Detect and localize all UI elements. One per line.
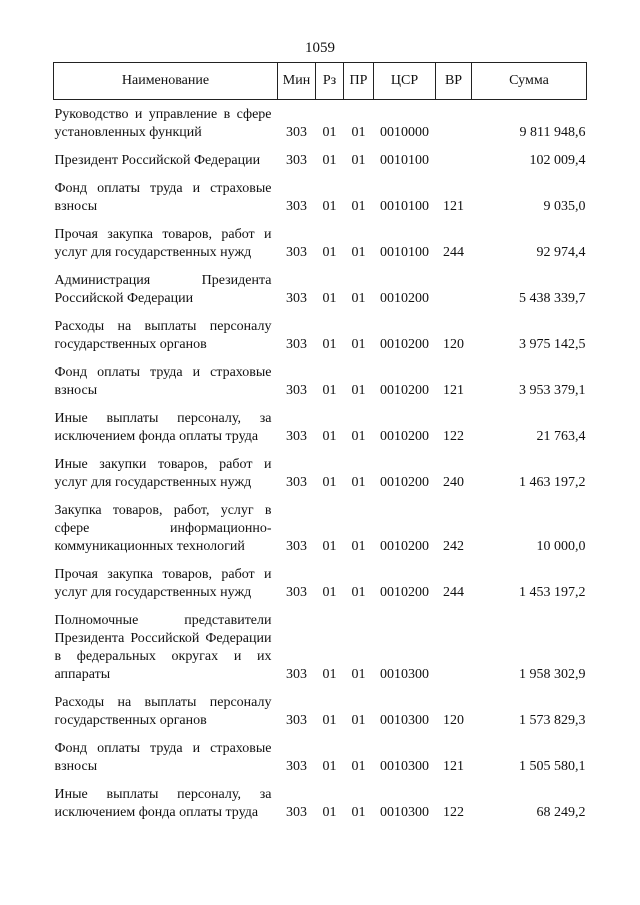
cell-min: 303 xyxy=(286,475,307,490)
cell-csr: 0010100 xyxy=(380,153,429,168)
cell-sum: 9 035,0 xyxy=(543,199,586,214)
cell-name: Фонд оплаты труда и страховые взносы xyxy=(54,741,272,774)
cell-pr: 01 xyxy=(351,805,366,820)
cell-rz: 01 xyxy=(322,805,337,820)
table-row xyxy=(54,174,587,220)
cell-pr: 01 xyxy=(351,759,366,774)
cell-sum: 3 975 142,5 xyxy=(519,337,586,352)
cell-vr: 121 xyxy=(443,199,464,214)
cell-name: Руководство и управление в сфере установленных функций xyxy=(54,107,272,140)
cell-rz: 01 xyxy=(322,539,337,554)
table-row xyxy=(54,606,587,688)
cell-sum: 10 000,0 xyxy=(536,539,586,554)
cell-name: Закупка товаров, работ, услуг в сфере информационно-коммуникационных технологий xyxy=(54,503,272,554)
cell-rz: 01 xyxy=(322,337,337,352)
cell-name: Расходы на выплаты персоналу государственных органов xyxy=(54,695,272,728)
table-row xyxy=(54,312,587,358)
cell-csr: 0010200 xyxy=(380,291,429,306)
cell-vr: 120 xyxy=(443,337,464,352)
cell-name: Полномочные представители Президента Российской Федерации в федеральных округах и их аппараты xyxy=(54,613,272,682)
cell-name: Фонд оплаты труда и страховые взносы xyxy=(54,181,272,214)
cell-pr: 01 xyxy=(351,539,366,554)
cell-pr: 01 xyxy=(351,337,366,352)
cell-min: 303 xyxy=(286,153,307,168)
table-row xyxy=(54,220,587,266)
cell-csr: 0010200 xyxy=(380,383,429,398)
cell-sum: 1 453 197,2 xyxy=(519,585,586,600)
cell-pr: 01 xyxy=(351,475,366,490)
cell-csr: 0010300 xyxy=(380,759,429,774)
header-rz: Рз xyxy=(316,63,344,100)
cell-sum: 102 009,4 xyxy=(529,153,586,168)
header-vr: ВР xyxy=(436,63,472,100)
cell-vr: 121 xyxy=(443,383,464,398)
cell-csr: 0010200 xyxy=(380,539,429,554)
cell-vr: 240 xyxy=(443,475,464,490)
cell-pr: 01 xyxy=(351,153,366,168)
header-csr: ЦСР xyxy=(374,63,436,100)
table-row xyxy=(54,266,587,312)
cell-csr: 0010300 xyxy=(380,805,429,820)
cell-csr: 0010200 xyxy=(380,585,429,600)
cell-pr: 01 xyxy=(351,199,366,214)
cell-min: 303 xyxy=(286,383,307,398)
cell-pr: 01 xyxy=(351,585,366,600)
cell-sum: 3 953 379,1 xyxy=(519,383,586,398)
cell-pr: 01 xyxy=(351,667,366,682)
cell-sum: 5 438 339,7 xyxy=(519,291,586,306)
cell-rz: 01 xyxy=(322,245,337,260)
table-row xyxy=(54,450,587,496)
cell-vr: 120 xyxy=(443,713,464,728)
cell-min: 303 xyxy=(286,291,307,306)
cell-vr: 122 xyxy=(443,805,464,820)
cell-sum: 9 811 948,6 xyxy=(519,125,586,140)
cell-rz: 01 xyxy=(322,199,337,214)
table-header-row xyxy=(54,63,587,100)
cell-name: Администрация Президента Российской Федерации xyxy=(54,273,272,306)
cell-pr: 01 xyxy=(351,291,366,306)
cell-rz: 01 xyxy=(322,125,337,140)
cell-name: Иные выплаты персоналу, за исключением фонда оплаты труда xyxy=(54,411,272,444)
cell-csr: 0010300 xyxy=(380,713,429,728)
cell-vr: 121 xyxy=(443,759,464,774)
cell-pr: 01 xyxy=(351,383,366,398)
cell-min: 303 xyxy=(286,429,307,444)
table-row xyxy=(54,688,587,734)
cell-min: 303 xyxy=(286,539,307,554)
cell-min: 303 xyxy=(286,713,307,728)
cell-name: Иные выплаты персоналу, за исключением фонда оплаты труда xyxy=(54,787,272,820)
cell-sum: 1 958 302,9 xyxy=(519,667,586,682)
cell-min: 303 xyxy=(286,199,307,214)
cell-sum: 21 763,4 xyxy=(536,429,586,444)
cell-rz: 01 xyxy=(322,153,337,168)
cell-name: Фонд оплаты труда и страховые взносы xyxy=(54,365,272,398)
cell-min: 303 xyxy=(286,759,307,774)
cell-csr: 0010100 xyxy=(380,245,429,260)
budget-table xyxy=(53,62,587,826)
cell-pr: 01 xyxy=(351,245,366,260)
cell-sum: 1 463 197,2 xyxy=(519,475,586,490)
cell-rz: 01 xyxy=(322,475,337,490)
cell-csr: 0010000 xyxy=(380,125,429,140)
cell-min: 303 xyxy=(286,125,307,140)
cell-vr: 242 xyxy=(443,539,464,554)
table-row xyxy=(54,560,587,606)
cell-pr: 01 xyxy=(351,429,366,444)
cell-sum: 1 573 829,3 xyxy=(519,713,586,728)
table-row xyxy=(54,780,587,826)
cell-sum: 92 974,4 xyxy=(536,245,586,260)
cell-csr: 0010200 xyxy=(380,429,429,444)
cell-sum: 68 249,2 xyxy=(536,805,586,820)
cell-rz: 01 xyxy=(322,291,337,306)
cell-sum: 1 505 580,1 xyxy=(519,759,586,774)
cell-pr: 01 xyxy=(351,125,366,140)
cell-rz: 01 xyxy=(322,429,337,444)
table-row xyxy=(54,734,587,780)
cell-rz: 01 xyxy=(322,713,337,728)
cell-csr: 0010300 xyxy=(380,667,429,682)
table-row xyxy=(54,146,587,174)
cell-vr: 122 xyxy=(443,429,464,444)
table-row xyxy=(54,100,587,147)
cell-name: Прочая закупка товаров, работ и услуг для государственных нужд xyxy=(54,227,272,260)
table-row xyxy=(54,496,587,560)
cell-csr: 0010200 xyxy=(380,475,429,490)
header-pr: ПР xyxy=(344,63,374,100)
cell-vr xyxy=(436,146,472,174)
cell-name: Иные закупки товаров, работ и услуг для государственных нужд xyxy=(54,457,272,490)
cell-csr: 0010100 xyxy=(380,199,429,214)
cell-name: Прочая закупка товаров, работ и услуг для государственных нужд xyxy=(54,567,272,600)
page-number: 1059 xyxy=(305,40,335,56)
cell-vr xyxy=(436,266,472,312)
header-sum: Сумма xyxy=(472,63,587,100)
cell-rz: 01 xyxy=(322,759,337,774)
cell-rz: 01 xyxy=(322,585,337,600)
cell-min: 303 xyxy=(286,337,307,352)
cell-csr: 0010200 xyxy=(380,337,429,352)
cell-vr xyxy=(436,100,472,147)
cell-vr xyxy=(436,606,472,688)
header-min: Мин xyxy=(278,63,316,100)
header-name: Наименование xyxy=(54,63,278,100)
cell-name: Расходы на выплаты персоналу государственных органов xyxy=(54,319,272,352)
cell-pr: 01 xyxy=(351,713,366,728)
cell-rz: 01 xyxy=(322,383,337,398)
table-row xyxy=(54,358,587,404)
cell-min: 303 xyxy=(286,245,307,260)
cell-name: Президент Российской Федерации xyxy=(54,153,261,168)
cell-min: 303 xyxy=(286,585,307,600)
cell-min: 303 xyxy=(286,805,307,820)
cell-vr: 244 xyxy=(443,245,464,260)
table-body xyxy=(54,100,587,827)
cell-vr: 244 xyxy=(443,585,464,600)
cell-min: 303 xyxy=(286,667,307,682)
table-row xyxy=(54,404,587,450)
cell-rz: 01 xyxy=(322,667,337,682)
